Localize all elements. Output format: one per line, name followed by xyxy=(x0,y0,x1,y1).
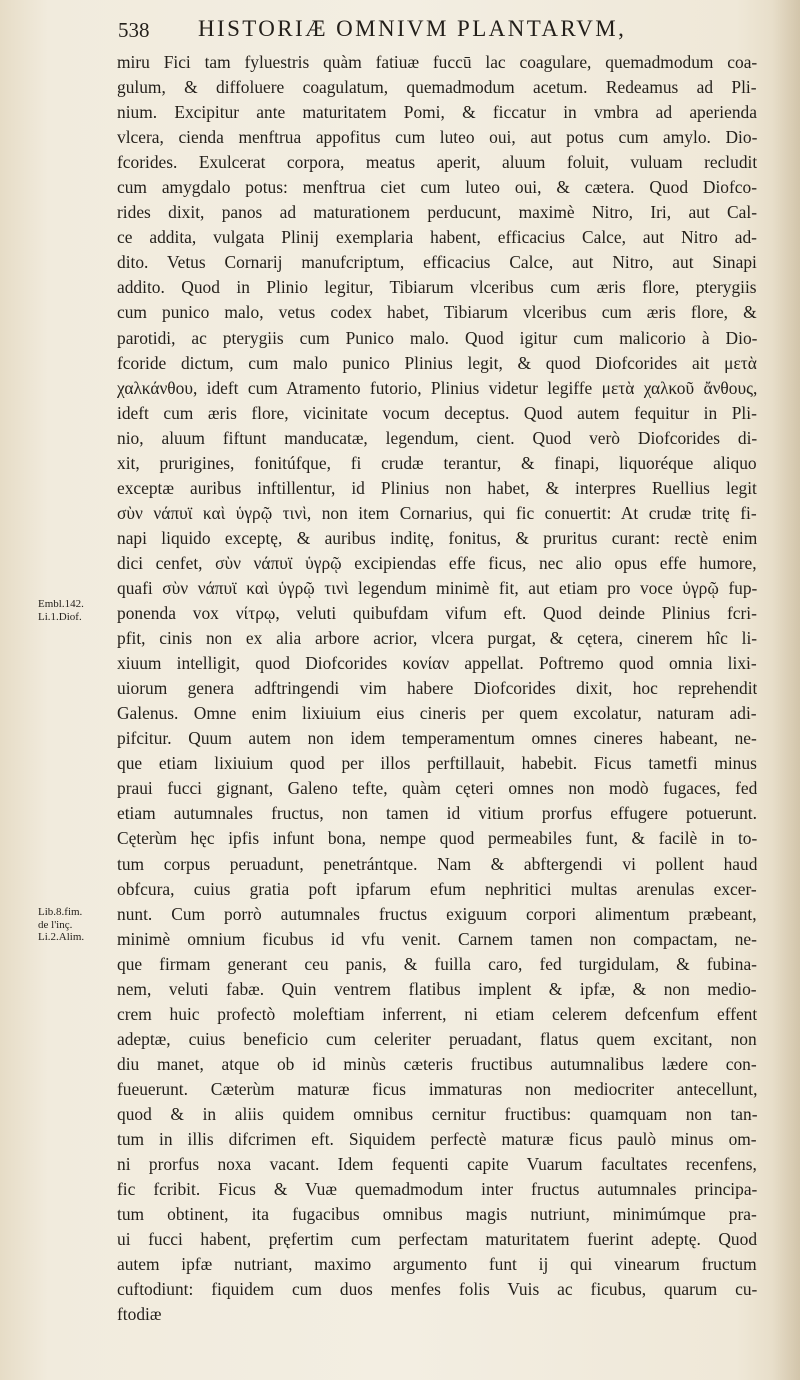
text-line: fic fcribit. Ficus & Vuæ quemadmodum inter fructus autumnales principa- xyxy=(117,1179,757,1200)
text-line: napi liquido exceptę, & auribus inditę, fonitus, & pruritus curant: rectè enim xyxy=(117,527,757,548)
text-line: quod & in aliis quidem omnibus cernitur fructibus: quamquam non tan- xyxy=(117,1103,757,1124)
text-line: χαλκάνθου, ideft cum Atramento futorio, Plinius videtur legiffe μετὰ χαλκοῦ ἄνθους, xyxy=(117,377,757,398)
text-line: minimè omnium ficubus id vfu venit. Carnem tamen non compactam, ne- xyxy=(117,928,757,949)
main-text-block xyxy=(117,50,757,1327)
text-line: gulum, & diffoluere coagulatum, quemadmodum acetum. Redeamus ad Pli- xyxy=(117,77,757,98)
text-line: nem, veluti fabæ. Quin ventrem flatibus implent & ipfæ, & non medio- xyxy=(117,978,757,999)
text-line: cum amygdalo potus: menftrua ciet cum luteo oui, & cætera. Quod Diofco- xyxy=(117,177,757,198)
margin-note xyxy=(38,906,114,944)
text-line: cuftodiunt: fiquidem cum duos menfes folis Vuis ac ficubus, quarum cu- xyxy=(117,1279,757,1300)
text-line: fueuerunt. Cæterùm maturæ ficus immaturas non mediocriter antecellunt, xyxy=(117,1078,757,1099)
text-line: uiorum genera adftringendi vim habere Diofcorides dixit, hoc reprehendit xyxy=(117,678,757,699)
text-line: ponenda vox νίτρῳ, veluti quibufdam vifum eft. Quod deinde Plinius fcri- xyxy=(117,603,757,624)
text-line: xit, prurigines, fonitúfque, fi crudæ terantur, & finapi, liquoréque aliquo xyxy=(117,452,757,473)
text-line: exceptæ auribus inftillentur, id Plinius non habet, & interpres Ruellius legit xyxy=(117,477,757,498)
margin-note-line: Embl.142. xyxy=(38,598,84,610)
text-line: miru Fici tam fyluestris quàm fatiuæ fuccū lac coagulare, quemadmodum coa- xyxy=(117,52,757,72)
text-line: Cęterùm hęc ipfis infunt bona, nempe quod permeabiles funt, & facilè in to- xyxy=(117,828,757,849)
text-line: autem ipfæ nutriant, maximo argumento funt ij qui vinearum fructum xyxy=(117,1254,757,1275)
text-line: dici cenfet, σὺν νάπυϊ ὑγρῷ excipiendas effe ficus, nec alio opus effe humore, xyxy=(117,552,757,573)
text-line: diu manet, atque ob id minùs cæteris fructibus autumnalibus lædere con- xyxy=(117,1053,757,1074)
margin-note-line: Li.1.Diof. xyxy=(38,610,82,623)
text-line: parotidi, ac pterygiis cum Punico malo. Quod igitur cum malicorio à Dio- xyxy=(117,327,757,348)
text-line: pfit, cinis non ex alia arbore acrior, vlcera purgat, & cętera, cinerem hîc li- xyxy=(117,628,757,649)
text-line: vlcera, cienda menftrua appofitus cum luteo oui, aut potus cum amylo. Dio- xyxy=(117,127,757,148)
margin-note-line: de l'inç. xyxy=(38,918,73,931)
text-line: que etiam lixiuium quod per illos perftillauit, habebit. Ficus tametfi minus xyxy=(117,753,757,774)
margin-note xyxy=(38,598,114,623)
running-head: HISTORIÆ OMNIVM PLANTARVM, xyxy=(198,16,627,41)
page-header xyxy=(100,16,760,50)
text-line: xiuum intelligit, quod Diofcorides κονίαν appellat. Poftremo quod omnia lixi- xyxy=(117,653,757,674)
text-line: ftodiæ xyxy=(117,1304,162,1325)
text-line: ce addita, vulgata Plinij exemplaria habent, efficacius Calce, aut Nitro ad- xyxy=(117,227,757,248)
margin-note-line: Li.2.Alim. xyxy=(38,931,85,943)
text-line: σὺν νάπυϊ καὶ ὑγρῷ τινὶ, non item Cornarius, qui fic conuertit: At crudæ tritę fi- xyxy=(117,502,757,523)
text-line: ui fucci habent, pręfertim cum perfectam maturitatem fuerint adeptę. Quod xyxy=(117,1229,757,1250)
text-line: obfcura, cuius gratia poft ipfarum efum nephritici multas arenulas excer- xyxy=(117,878,757,899)
text-line: nio, aluum fiftunt manducatæ, legendum, cient. Quod verò Diofcorides di- xyxy=(117,427,757,448)
text-line: addito. Quod in Plinio legitur, Tibiarum vlceribus cum æris flore, pterygiis xyxy=(117,277,757,298)
text-line: tum corpus peruadunt, penetrántque. Nam & abftergendi vi pollent haud xyxy=(117,853,757,874)
page-edge-shadow xyxy=(772,0,800,1380)
text-line: nium. Excipitur ante maturitatem Pomi, & ficcatur in vmbra ad aperienda xyxy=(117,102,757,123)
text-line: etiam autumnales fructus, non tamen id vitium prorfus effugere potuerunt. xyxy=(117,803,757,824)
text-line: dito. Vetus Cornarij manufcriptum, efficacius Calce, aut Nitro, aut Sinapi xyxy=(117,252,757,273)
text-line: tum obtinent, ita fugacibus omnibus magis nutriunt, minimúmque pra- xyxy=(117,1204,757,1225)
text-line: Galenus. Omne enim lixiuium eius cineris per quem excolatur, naturam adi- xyxy=(117,703,757,724)
text-line: fcorides. Exulcerat corpora, meatus aperit, aluum foluit, vuluam recludit xyxy=(117,152,757,173)
text-line: cum punico malo, vetus codex habet, Tibiarum vlceribus cum æris flore, & xyxy=(117,302,757,323)
text-line: que firmam generant ceu panis, & fuilla caro, fed turgidulam, & fubina- xyxy=(117,953,757,974)
text-line: nunt. Cum porrò autumnales fructus exiguum corpori alimentum præbeant, xyxy=(117,903,757,924)
text-line: quafi σὺν νάπυϊ καὶ ὑγρῷ τινὶ legendum minimè fit, aut etiam pro voce ὑγρῷ fup- xyxy=(117,577,757,598)
text-line: ideft cum æris flore, vicinitate vocum deceptus. Quod autem fequitur in Pli- xyxy=(117,402,757,423)
text-line: crem huic profectò moleftiam inferrent, ni etiam celerem defcenfum effent xyxy=(117,1003,757,1024)
text-line: fcoride dictum, cum malo punico Plinius legit, & quod Diofcorides ait μετὰ xyxy=(117,352,757,373)
text-line: praui fucci gignant, Galeno tefte, quàm cęteri omnes non modò fugaces, fed xyxy=(117,778,757,799)
text-line: adeptæ, cuius beneficio cum celeriter peruadant, flatus quem excitant, non xyxy=(117,1028,757,1049)
text-line: rides dixit, panos ad maturationem perducunt, maximè Nitro, Iri, aut Cal- xyxy=(117,202,757,223)
text-line: ni prorfus noxa vacant. Idem fequenti capite Vuarum facultates recenfens, xyxy=(117,1154,757,1175)
margin-note-line: Lib.8.fim. xyxy=(38,906,83,918)
text-line: tum in illis difcrimen eft. Siquidem perfectè maturæ ficus paulò minus om- xyxy=(117,1129,757,1150)
text-line: pifcitur. Quum autem non idem temperamentum omnes cineres habeant, ne- xyxy=(117,728,757,749)
page-number: 538 xyxy=(118,18,150,42)
